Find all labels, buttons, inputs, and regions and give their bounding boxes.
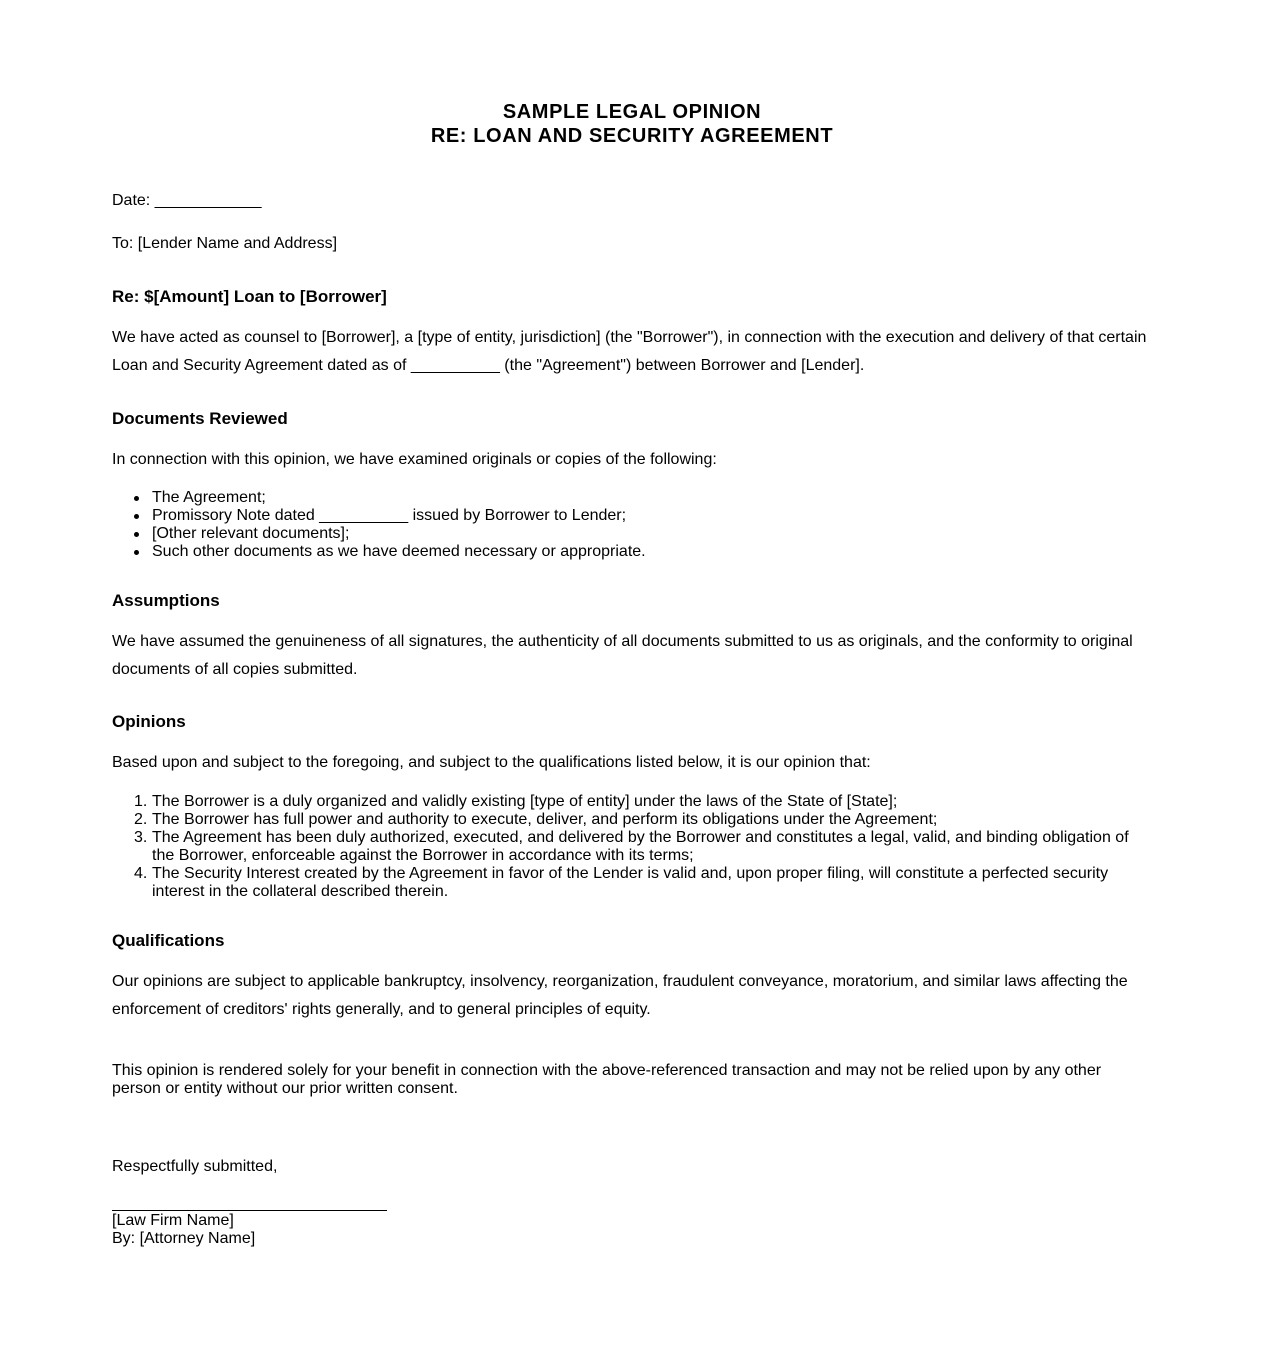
document-title: SAMPLE LEGAL OPINION — [502, 101, 762, 123]
item-number: 3. — [134, 829, 148, 846]
list-item — [112, 811, 1152, 829]
date-blank: ____________ — [154, 192, 262, 209]
re-heading: Re: $[Amount] Loan to [Borrower] — [112, 287, 387, 306]
item-number: 4. — [134, 865, 148, 882]
documents-list — [112, 489, 1152, 561]
reliance-paragraph: This opinion is rendered solely for your benefit in connection with the above-referenced transaction and may not be relied upon by any other person or entity without our prior written consent. — [112, 1062, 1102, 1097]
list-item: The Agreement; — [112, 489, 1152, 507]
qualifications-heading: Qualifications — [112, 931, 225, 950]
documents-reviewed-heading: Documents Reviewed — [112, 409, 288, 428]
documents-reviewed-intro: In connection with this opinion, we have examined originals or copies of the following: — [112, 451, 717, 468]
assumptions-paragraph: We have assumed the genuineness of all signatures, the authenticity of all documents submitted to us as originals, and the conformity to original documents of all copies submitted. — [112, 633, 1133, 678]
opinions-heading: Opinions — [112, 712, 186, 731]
signature-line — [112, 1210, 387, 1211]
recipient-line: To: [Lender Name and Address] — [112, 235, 338, 252]
list-item — [112, 793, 1152, 811]
item-text: The Borrower has full power and authority to execute, deliver, and perform its obligations under the Agreement; — [152, 811, 938, 828]
attorney-name: By: [Attorney Name] — [112, 1230, 256, 1247]
item-text: The Borrower is a duly organized and validly existing [type of entity] under the laws of the State of [State]; — [152, 793, 898, 810]
assumptions-heading: Assumptions — [112, 591, 220, 610]
closing-line: Respectfully submitted, — [112, 1158, 278, 1175]
list-item — [112, 865, 1152, 901]
item-text: The Security Interest created by the Agreement in favor of the Lender is valid and, upon proper filing, will constitute a perfected security interest in the collateral described therein. — [152, 865, 1109, 900]
date-label: Date: — [112, 192, 151, 209]
item-number: 2. — [134, 811, 148, 828]
list-item: [Other relevant documents]; — [112, 525, 1152, 543]
item-text: The Agreement has been duly authorized, executed, and delivered by the Borrower and constitutes a legal, valid, and binding obligation of the Borrower, enforceable against the Borrower in accordance with its terms; — [152, 829, 1129, 864]
date-line — [112, 192, 261, 210]
opinions-list — [112, 793, 1152, 901]
list-item: Such other documents as we have deemed necessary or appropriate. — [112, 543, 1152, 561]
qualifications-paragraph: Our opinions are subject to applicable bankruptcy, insolvency, reorganization, fraudulent conveyance, moratorium, and similar laws affecting the enforcement of creditors' rights generally, and to general principles of equity. — [112, 973, 1128, 1018]
list-item: Promissory Note dated __________ issued by Borrower to Lender; — [112, 507, 1152, 525]
opinions-intro: Based upon and subject to the foregoing, and subject to the qualifications listed below, it is our opinion that: — [112, 754, 871, 771]
document-subtitle: RE: LOAN AND SECURITY AGREEMENT — [430, 125, 834, 147]
law-firm-name: [Law Firm Name] — [112, 1212, 234, 1229]
item-number: 1. — [134, 793, 148, 810]
list-item — [112, 829, 1152, 865]
intro-paragraph: We have acted as counsel to [Borrower], a [type of entity, jurisdiction] (the "Borrower"), in connection with the execution and delivery of that certain Loan and Security Agreement dated as of __________ (the "Agreement") between Borrower and [Lender]. — [112, 329, 1147, 374]
